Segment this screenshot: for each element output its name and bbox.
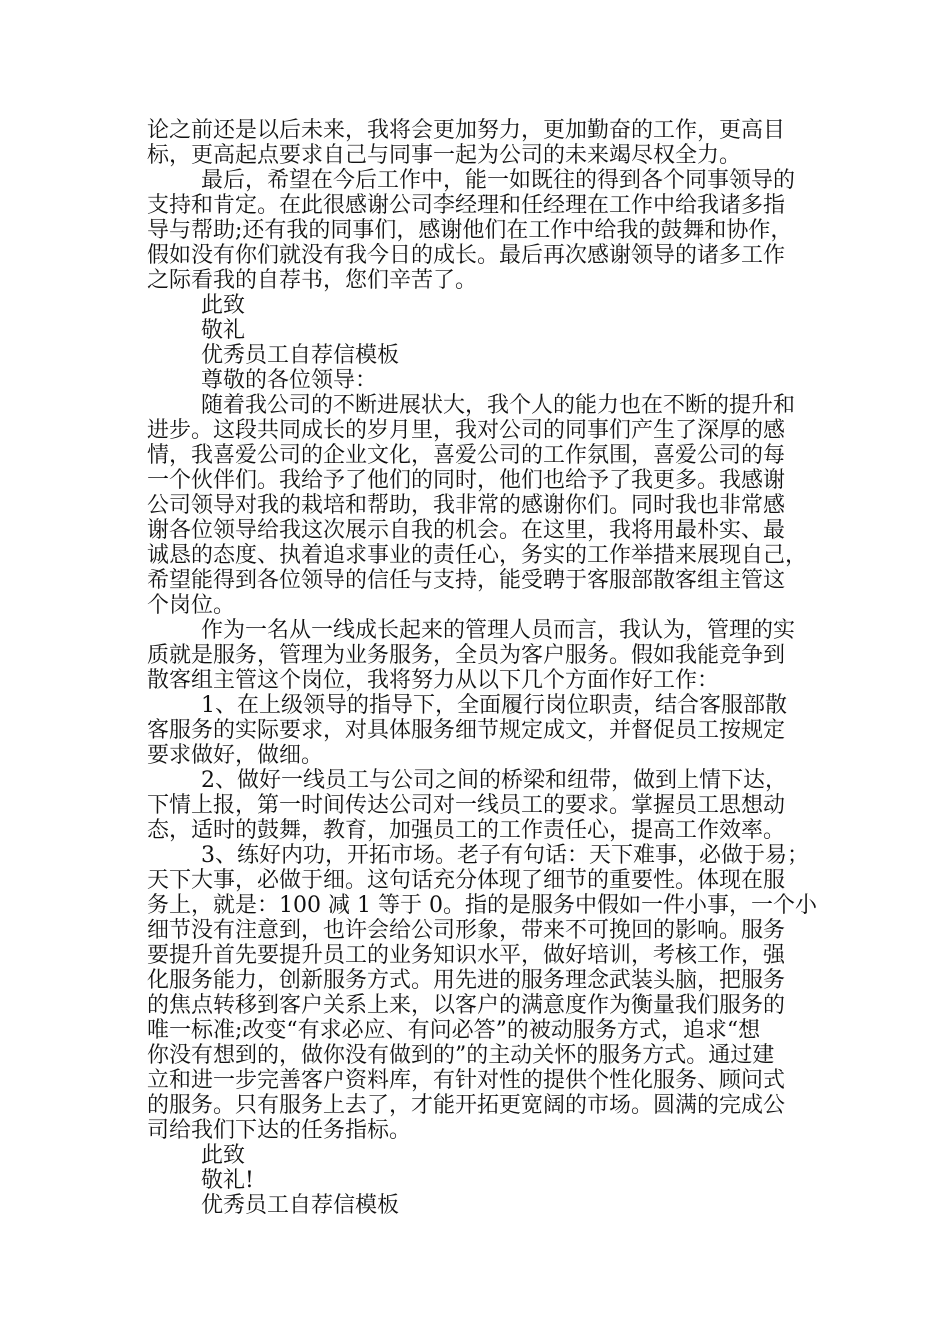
text-line: 下情上报，第一时间传达公司对一线员工的要求。掌握员工思想动 [147, 793, 786, 818]
text-line: 此致 [201, 1143, 246, 1168]
text-line: 之际看我的自荐书，您们辛苦了。 [147, 268, 478, 293]
text-line: 务上，就是：100 减 1 等于 0。指的是服务中假如一件小事，一个小 [147, 893, 817, 918]
text-line: 个岗位。 [147, 593, 236, 618]
text-line: 此致 [201, 293, 246, 318]
text-line: 的服务。只有服务上去了，才能开拓更宽阔的市场。圆满的完成公 [147, 1093, 786, 1118]
text-line: 谢各位领导给我这次展示自我的机会。在这里，我将用最朴实、最 [147, 518, 786, 543]
text-line: 的焦点转移到客户关系上来，以客户的满意度作为衡量我们服务的 [147, 993, 786, 1018]
text-line: 细节没有注意到，也许会给公司形象，带来不可挽回的影响。服务 [147, 918, 786, 943]
text-line: 2、做好一线员工与公司之间的桥梁和纽带，做到上情下达， [201, 768, 787, 793]
text-line: 一个伙伴们。我给予了他们的同时，他们也给予了我更多。我感谢 [147, 468, 786, 493]
text-line: 要求做好，做细。 [147, 743, 324, 768]
text-line: 唯一标准;改变“有求必应、有问必答”的被动服务方式，追求“想 [147, 1018, 761, 1043]
text-line: 情，我喜爱公司的企业文化，喜爱公司的工作氛围，喜爱公司的每 [147, 443, 786, 468]
text-line: 化服务能力，创新服务方式。用先进的服务理念武装头脑，把服务 [147, 968, 786, 993]
text-line: 你没有想到的，做你没有做到的”的主动关怀的服务方式。通过建 [147, 1043, 775, 1068]
text-line: 3、练好内功，开拓市场。老子有句话：天下难事，必做于易； [201, 843, 809, 868]
text-line: 立和进一步完善客户资料库，有针对性的提供个性化服务、顾问式 [147, 1068, 786, 1093]
text-line: 作为一名从一线成长起来的管理人员而言，我认为，管理的实 [201, 618, 796, 643]
text-line: 1、在上级领导的指导下，全面履行岗位职责，结合客服部散 [201, 693, 787, 718]
text-line: 论之前还是以后未来，我将会更加努力，更加勤奋的工作，更高目 [147, 118, 786, 143]
text-line: 要提升首先要提升员工的业务知识水平，做好培训，考核工作，强 [147, 943, 786, 968]
text-line: 支持和肯定。在此很感谢公司李经理和任经理在工作中给我诸多指 [147, 193, 786, 218]
text-line: 敬礼! [201, 1168, 254, 1193]
text-line: 假如没有你们就没有我今日的成长。最后再次感谢领导的诸多工作 [147, 243, 786, 268]
text-line: 导与帮助;还有我的同事们，感谢他们在工作中给我的鼓舞和协作， [147, 218, 793, 243]
text-line: 质就是服务，管理为业务服务，全员为客户服务。假如我能竞争到 [147, 643, 786, 668]
text-line: 态，适时的鼓舞，教育，加强员工的工作责任心，提高工作效率。 [147, 818, 786, 843]
text-line: 随着我公司的不断进展状大，我个人的能力也在不断的提升和 [201, 393, 796, 418]
text-line: 司给我们下达的任务指标。 [147, 1118, 412, 1143]
text-line: 散客组主管这个岗位，我将努力从以下几个方面作好工作： [147, 668, 720, 693]
text-line: 尊敬的各位领导： [201, 368, 378, 393]
text-line: 标，更高起点要求自己与同事一起为公司的未来竭尽权全力。 [147, 143, 742, 168]
text-line: 进步。这段共同成长的岁月里，我对公司的同事们产生了深厚的感 [147, 418, 786, 443]
text-line: 最后，希望在今后工作中，能一如既往的得到各个同事领导的 [201, 168, 796, 193]
document-page [147, 118, 817, 1218]
text-line: 希望能得到各位领导的信任与支持，能受聘于客服部散客组主管这 [147, 568, 786, 593]
text-line: 公司领导对我的栽培和帮助，我非常的感谢你们。同时我也非常感 [147, 493, 786, 518]
text-line: 敬礼 [201, 318, 246, 343]
text-line: 天下大事，必做于细。这句话充分体现了细节的重要性。体现在服 [147, 868, 786, 893]
text-line: 优秀员工自荐信模板 [201, 1193, 400, 1218]
text-line: 诚恳的态度、执着追求事业的责任心，务实的工作举措来展现自己， [147, 543, 808, 568]
text-line: 客服务的实际要求，对具体服务细节规定成文，并督促员工按规定 [147, 718, 786, 743]
text-line: 优秀员工自荐信模板 [201, 343, 400, 368]
